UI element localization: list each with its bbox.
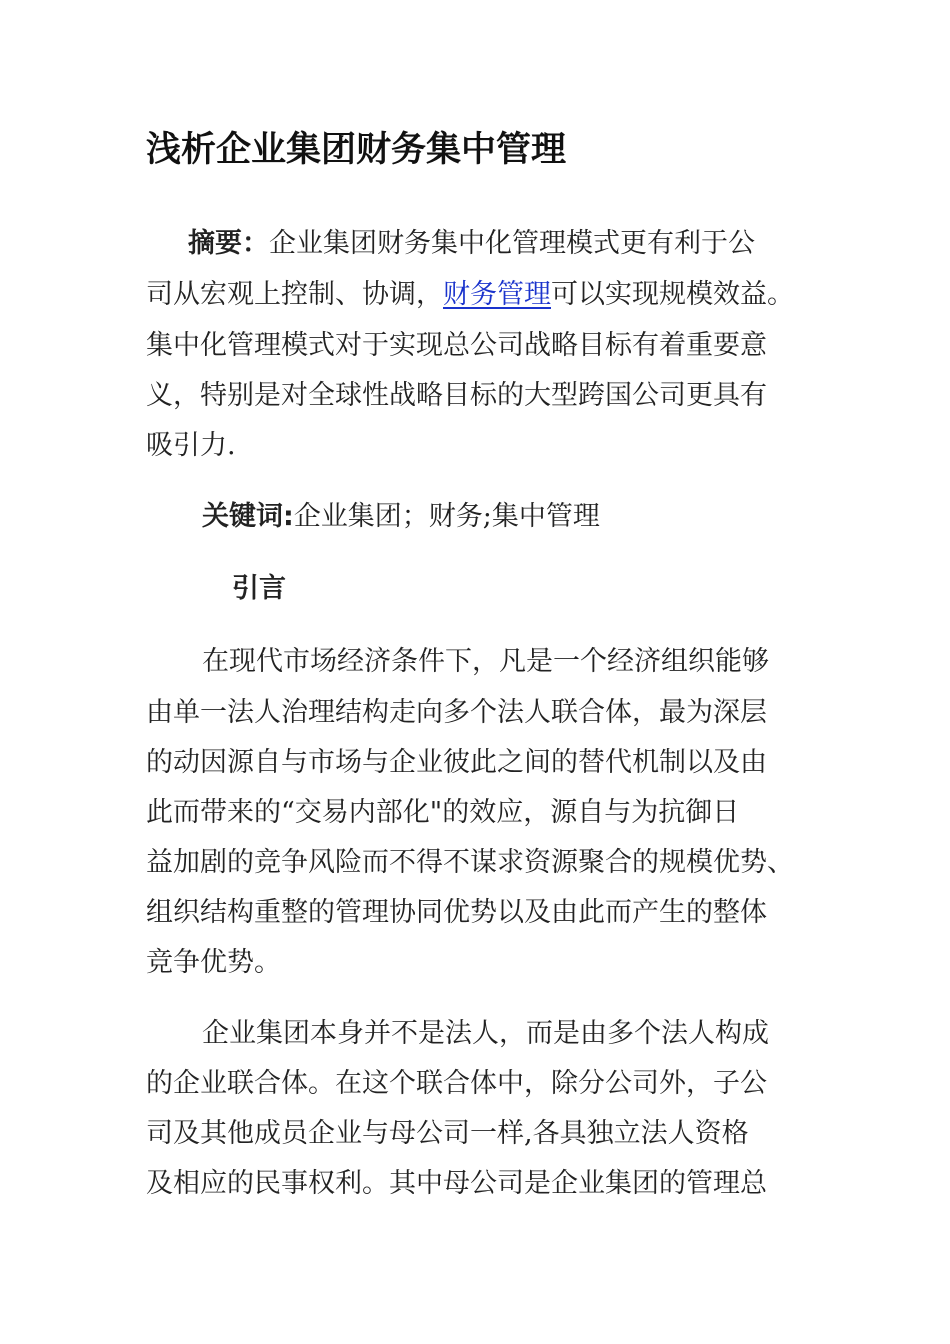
paragraph2-line: 的企业联合体。在这个联合体中，除分公司外，子公 (146, 1068, 767, 1099)
abstract-text-1: 企业集团财务集中化管理模式更有利于公 (269, 228, 755, 259)
paragraph2-line: 企业集团本身并不是法人，而是由多个法人构成 (202, 1018, 769, 1049)
abstract-line-5: 吸引力. (146, 430, 236, 461)
document-title: 浅析企业集团财务集中管理 (146, 130, 567, 170)
keywords-label: 关键词: (202, 501, 294, 532)
abstract-line-3: 集中化管理模式对于实现总公司战略目标有着重要意 (146, 330, 767, 361)
keywords-line (202, 499, 600, 535)
paragraph2-line: 司及其他成员企业与母公司一样,各具独立法人资格 (146, 1118, 749, 1149)
financial-management-link[interactable]: 财务管理 (443, 279, 551, 310)
paragraph1-line: 由单一法人治理结构走向多个法人联合体，最为深层 (146, 697, 767, 728)
abstract-label: 摘要： (188, 228, 269, 259)
abstract-text-2b: 可以实现规模效益。 (551, 279, 794, 310)
keywords-text: 企业集团；财务;集中管理 (293, 501, 600, 532)
paragraph1-line: 组织结构重整的管理协同优势以及由此而产生的整体 (146, 897, 767, 928)
abstract-line-2 (146, 277, 794, 313)
paragraph1-line: 益加剧的竞争风险而不得不谋求资源聚合的规模优势、 (146, 847, 794, 878)
paragraph1-line: 的动因源自与市场与企业彼此之间的替代机制以及由 (146, 747, 767, 778)
abstract-line-4: 义，特别是对全球性战略目标的大型跨国公司更具有 (146, 380, 767, 411)
section-heading: 引言 (232, 573, 286, 604)
abstract-text-2a: 司从宏观上控制、协调， (146, 279, 443, 310)
paragraph2-line: 及相应的民事权利。其中母公司是企业集团的管理总 (146, 1168, 767, 1199)
abstract-line-1 (188, 226, 755, 262)
paragraph1-line: 此而带来的“交易内部化"的效应，源自与为抗御日 (146, 797, 740, 828)
paragraph1-line: 竞争优势。 (146, 947, 281, 978)
paragraph1-line: 在现代市场经济条件下，凡是一个经济组织能够 (202, 646, 769, 677)
